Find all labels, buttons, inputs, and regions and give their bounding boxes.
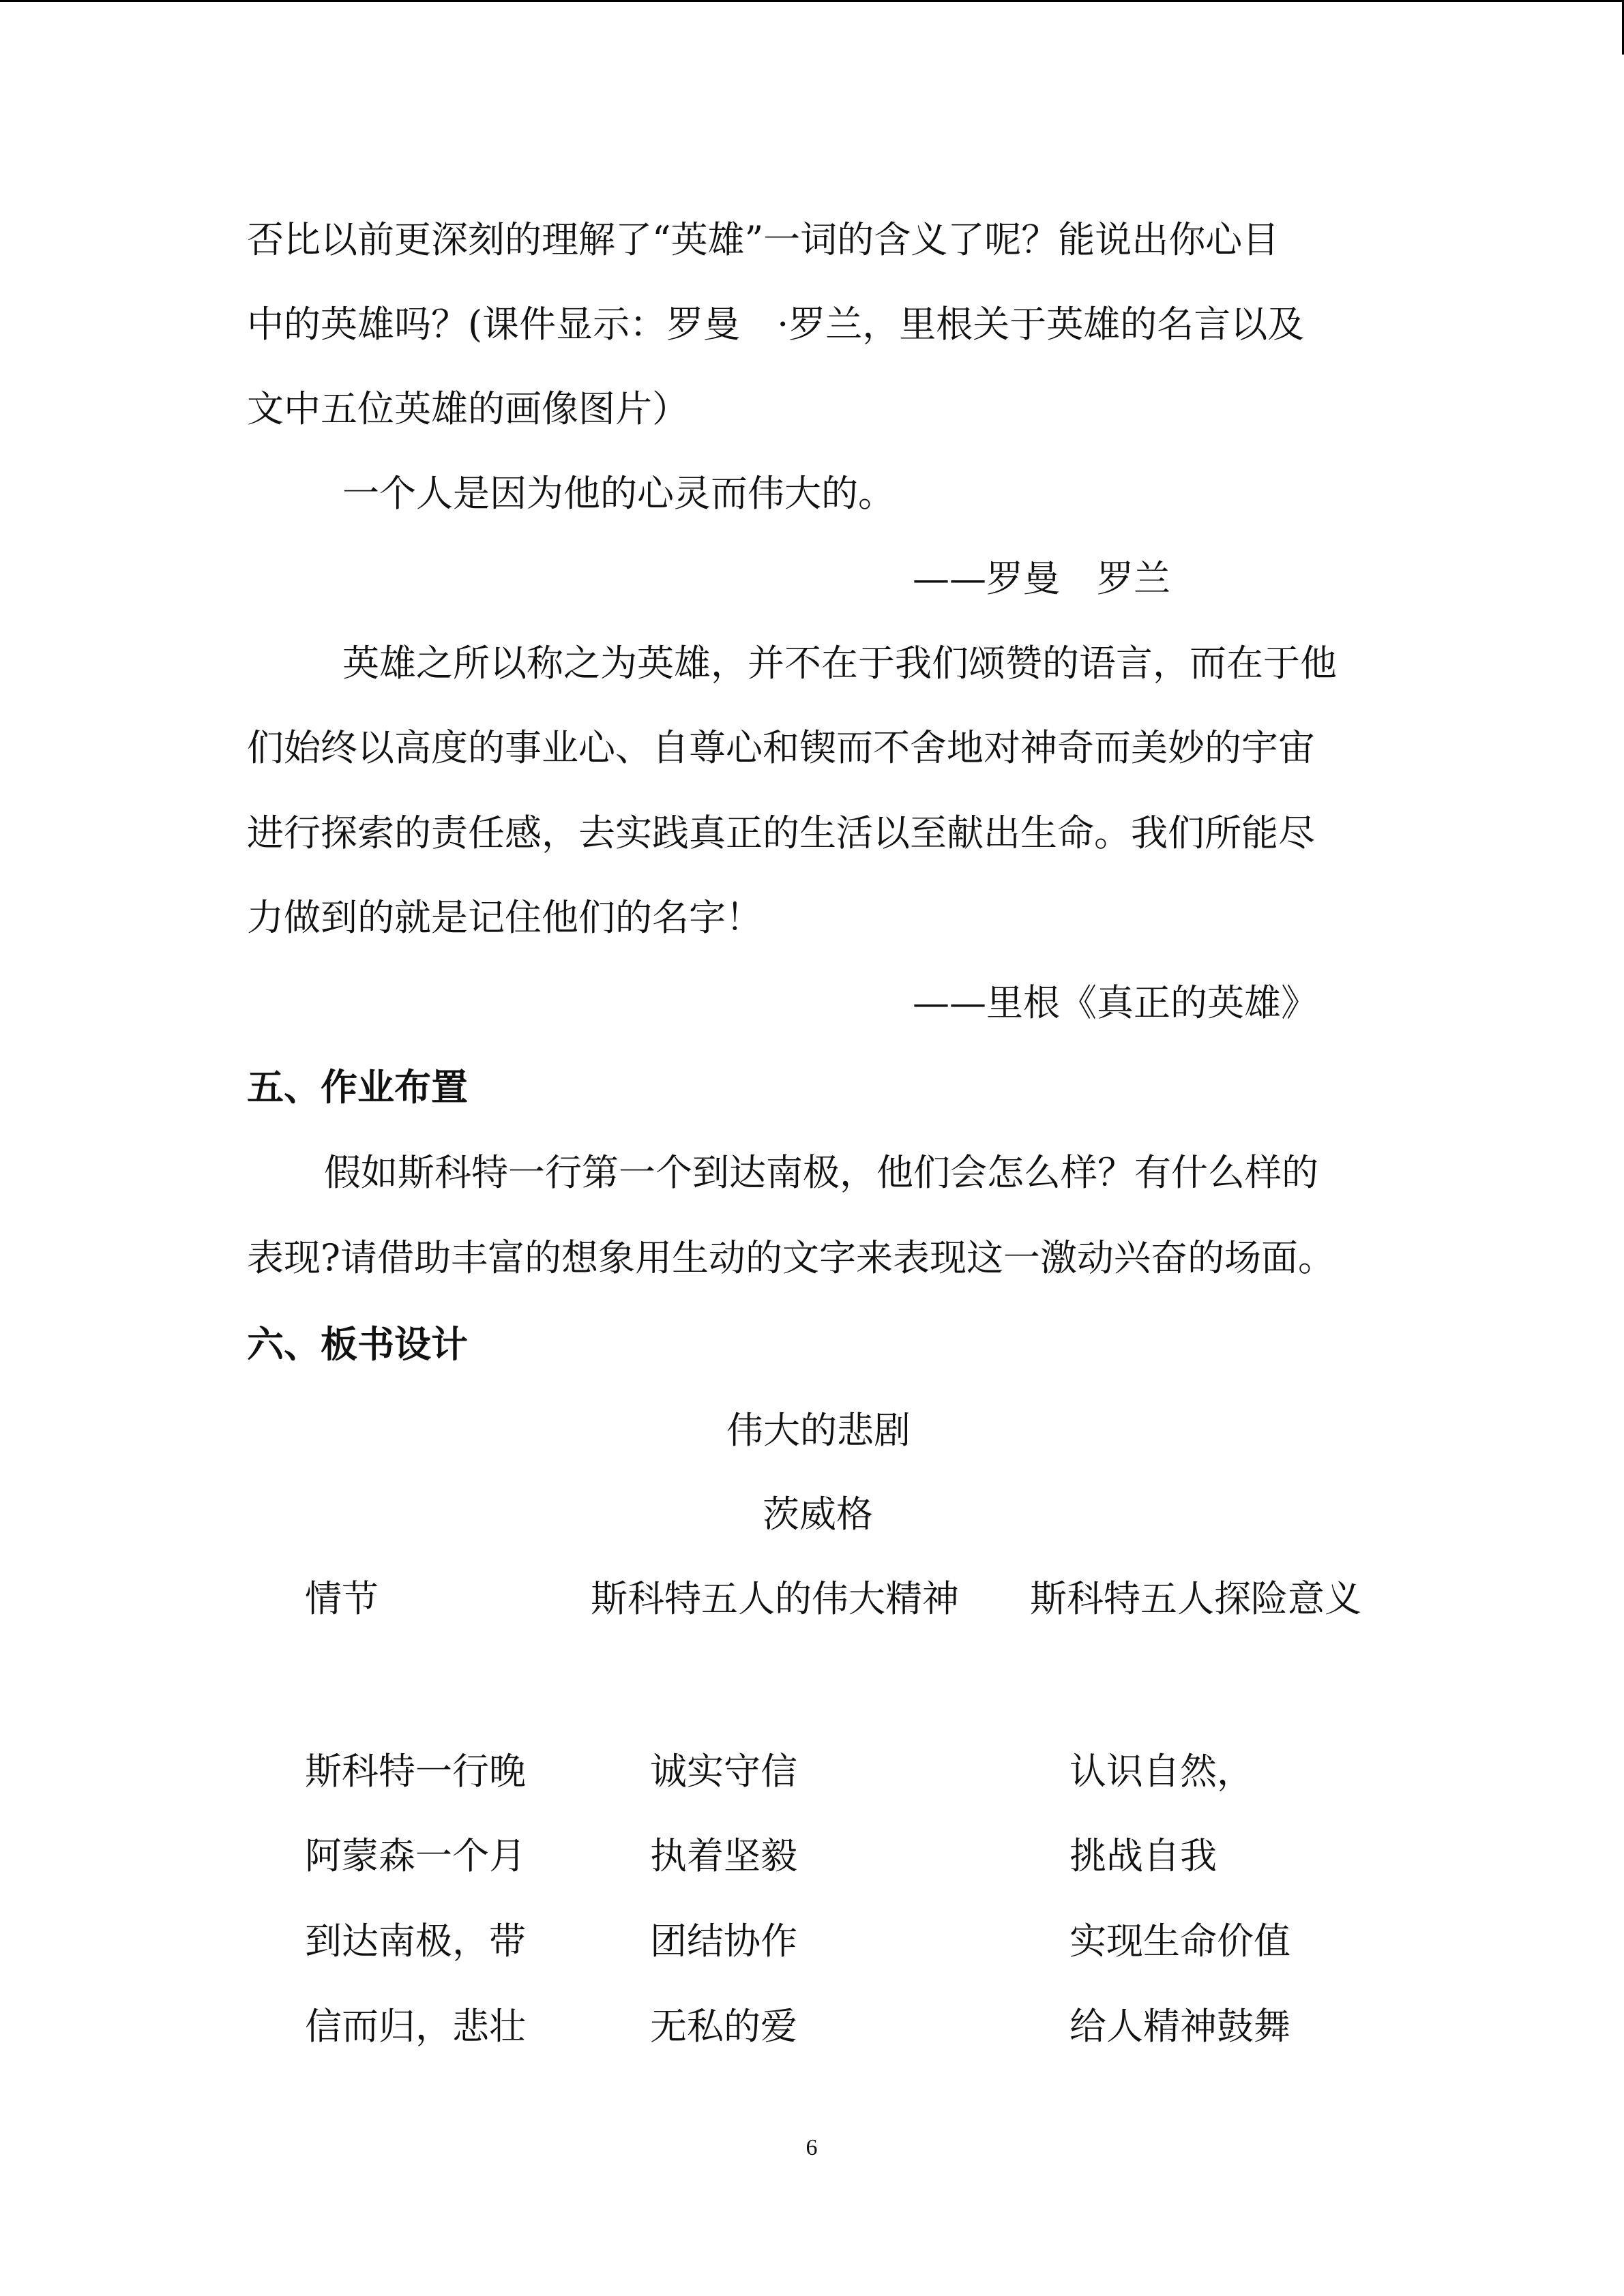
quote1-text: 一个人是因为他的心灵而伟大的。 [342, 472, 895, 515]
board-row-2-spirit: 执着坚毅 [650, 1834, 797, 1877]
quote1-attribution: ——罗曼 罗兰 [913, 557, 1170, 600]
board-header-plot: 情节 [305, 1577, 379, 1620]
board-row-3-plot: 到达南极，带 [305, 1920, 526, 1963]
board-author: 茨威格 [763, 1493, 873, 1536]
quote2-attribution: ——里根《真正的英雄》 [913, 981, 1318, 1024]
paragraph1-line-2: 中的英雄吗？(课件显示：罗曼 ·罗兰，里根关于英雄的名言以及 [247, 303, 1305, 346]
board-title: 伟大的悲剧 [726, 1409, 911, 1452]
quote2-line-4: 力做到的就是记住他们的名字！ [247, 896, 763, 939]
board-row-3-spirit: 团结协作 [650, 1920, 797, 1963]
section5-heading: 五、作业布置 [247, 1066, 468, 1109]
board-row-1-spirit: 诚实守信 [650, 1750, 797, 1793]
section5-line-2: 表现?请借助丰富的想象用生动的文字来表现这一激动兴奋的场面。 [247, 1236, 1335, 1279]
page-number: 6 [806, 2135, 818, 2160]
section5-line-1: 假如斯科特一行第一个到达南极，他们会怎么样？有什么样的 [324, 1151, 1318, 1194]
board-row-1-plot: 斯科特一行晚 [305, 1750, 526, 1793]
board-header-spirit: 斯科特五人的伟大精神 [591, 1577, 959, 1620]
quote2-line-3: 进行探索的责任感，去实践真正的生活以至献出生命。我们所能尽 [247, 811, 1315, 854]
board-row-4-spirit: 无私的爱 [650, 2005, 797, 2048]
page-top-border [0, 0, 1624, 2]
board-row-3-significance: 实现生命价值 [1069, 1920, 1290, 1963]
board-row-2-plot: 阿蒙森一个月 [305, 1834, 526, 1877]
paragraph1-line-3: 文中五位英雄的画像图片） [247, 387, 689, 430]
board-header-significance: 斯科特五人探险意义 [1030, 1577, 1361, 1620]
section6-heading: 六、板书设计 [247, 1323, 468, 1366]
board-row-2-significance: 挑战自我 [1069, 1834, 1217, 1877]
quote2-line-2: 们始终以高度的事业心、自尊心和锲而不舍地对神奇而美妙的宇宙 [247, 726, 1315, 769]
paragraph1-line-1: 否比以前更深刻的理解了“英雄”一词的含义了呢？能说出你心目 [247, 218, 1280, 261]
board-row-4-plot: 信而归，悲壮 [305, 2005, 526, 2048]
quote2-line-1: 英雄之所以称之为英雄，并不在于我们颂赞的语言，而在于他 [342, 642, 1337, 685]
board-row-4-significance: 给人精神鼓舞 [1069, 2005, 1290, 2048]
board-row-1-significance: 认识自然， [1069, 1750, 1254, 1793]
